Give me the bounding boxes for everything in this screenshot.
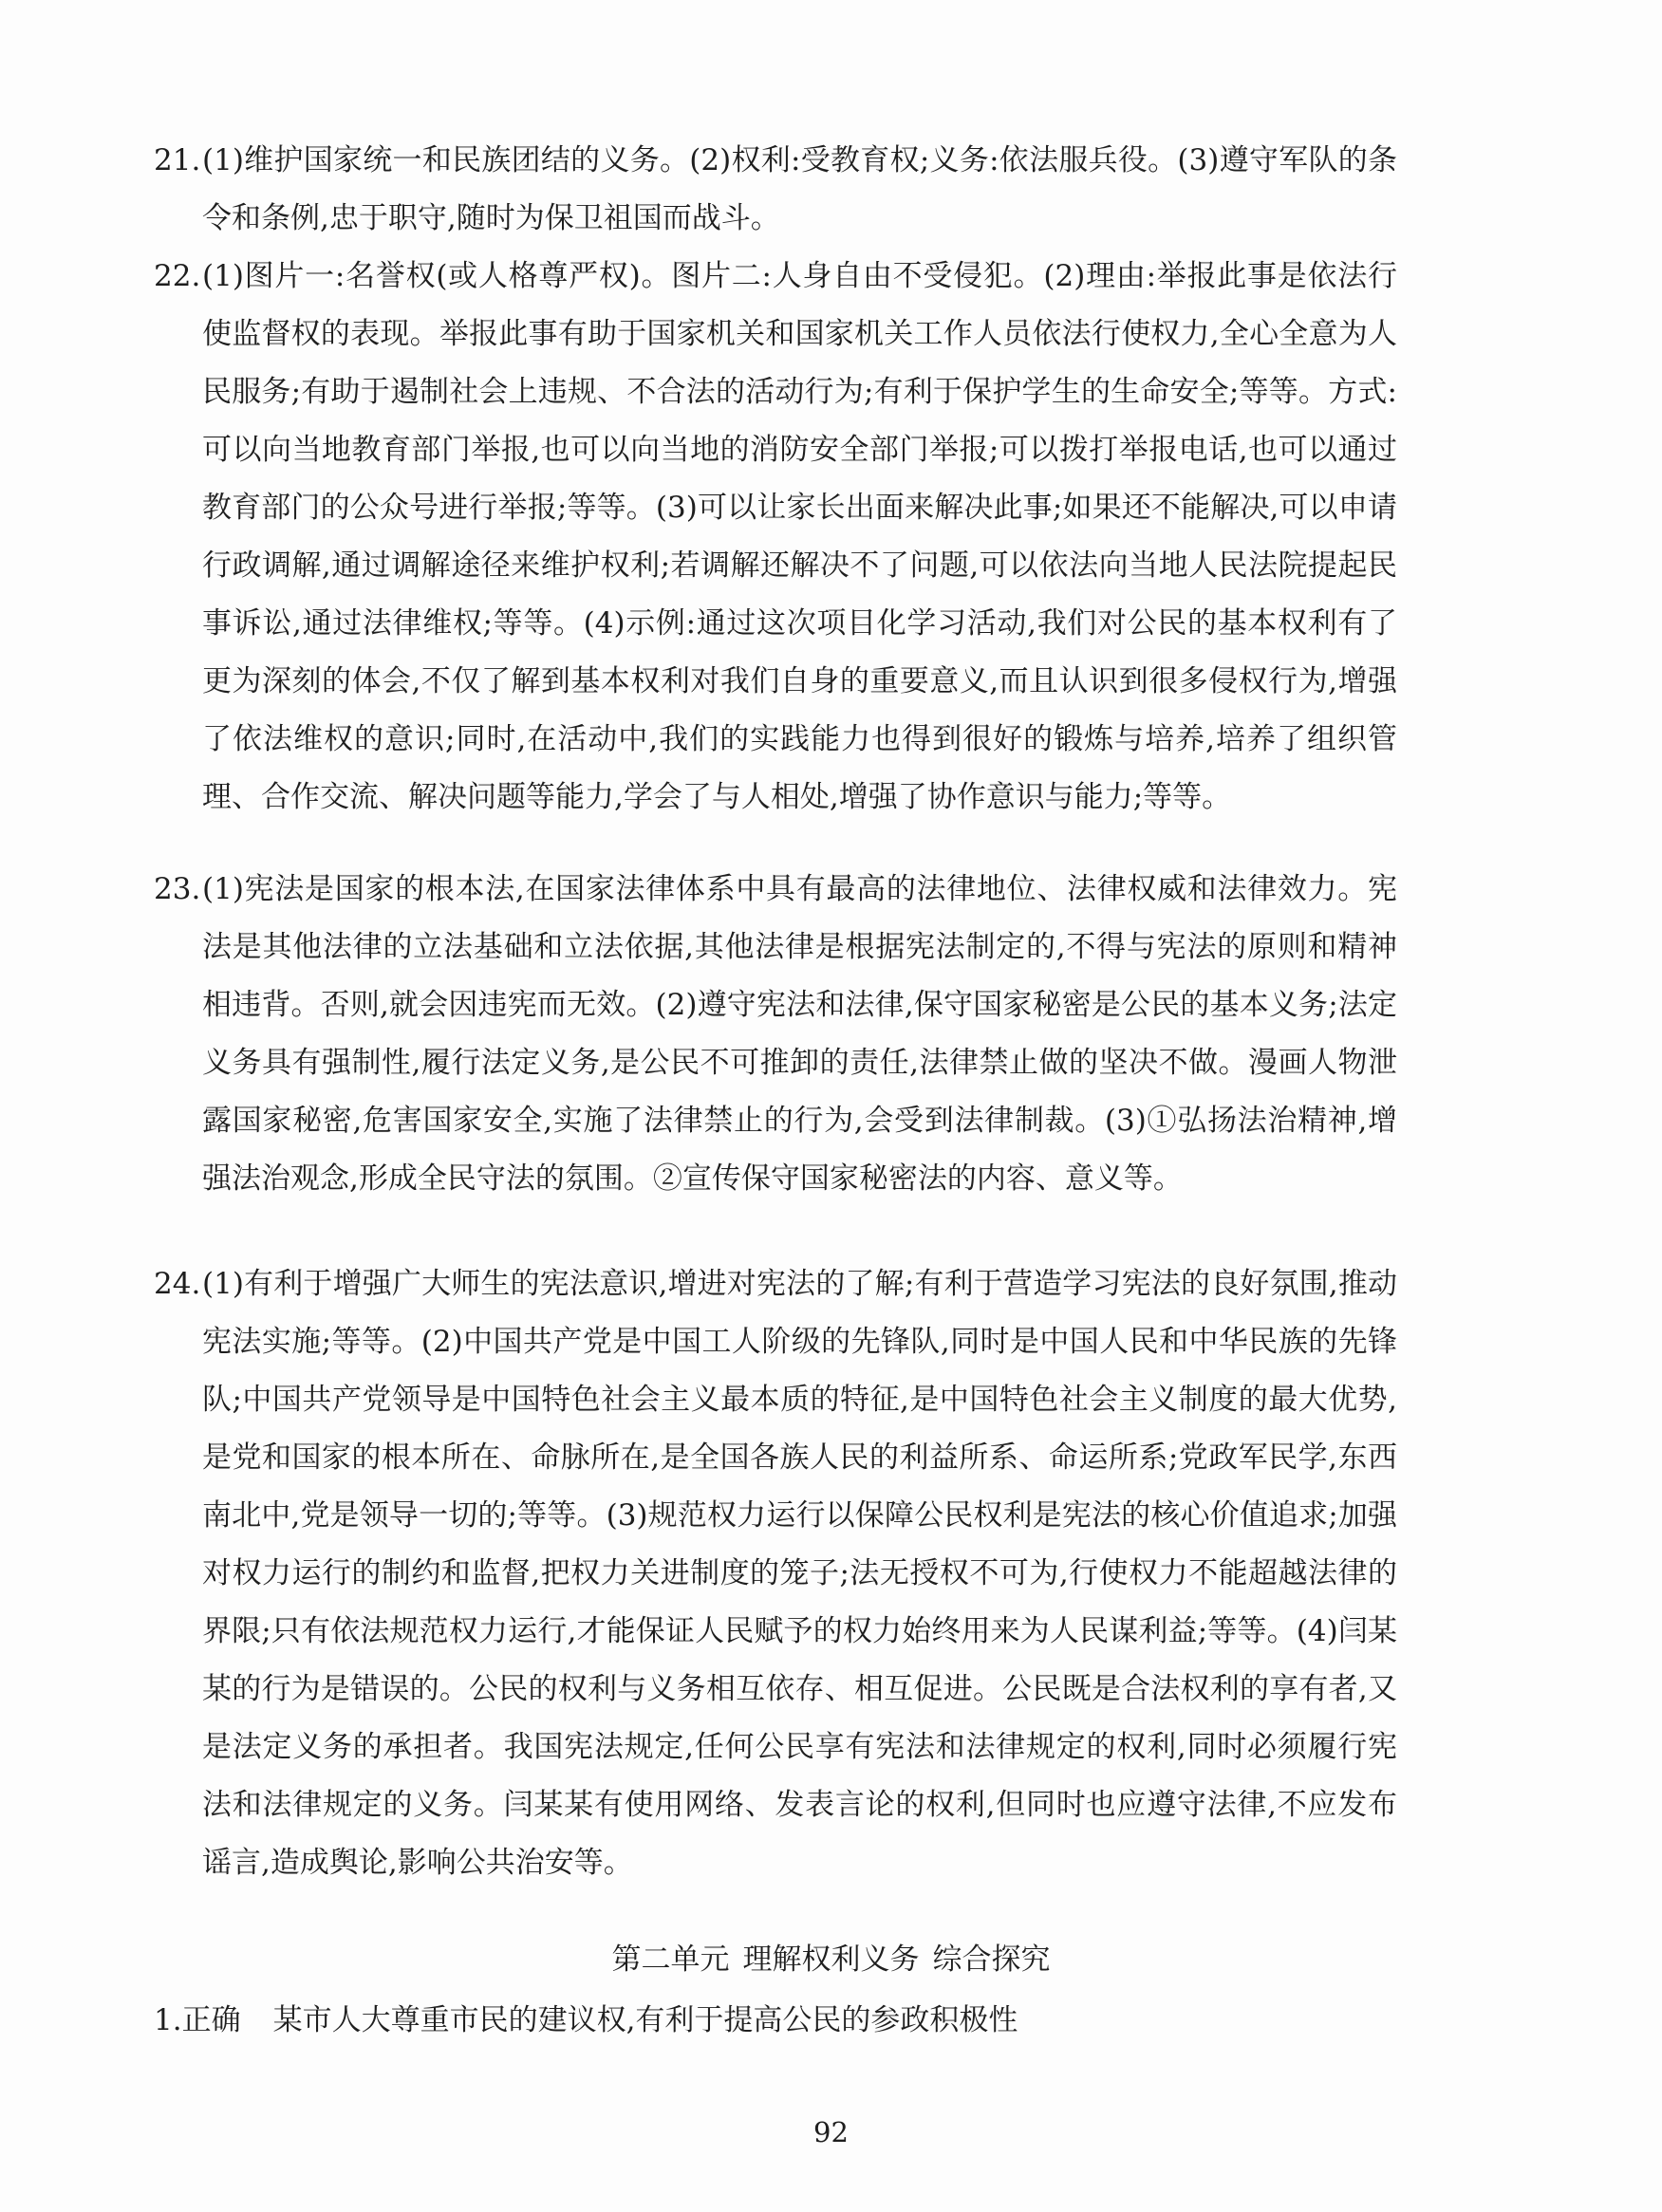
page-number: 92 — [813, 2116, 849, 2148]
answer-number: 21. — [154, 143, 201, 177]
answer-text: (1)维护国家统一和民族团结的义务。(2)权利:受教育权;义务:依法服兵役。(3)遵守军队的条令和条例,忠于职守,随时为保卫祖国而战斗。 — [202, 143, 1397, 235]
answer-24 — [154, 1255, 1397, 1892]
answer-text: (1)宪法是国家的根本法,在国家法律体系中具有最高的法律地位、法律权威和法律效力。宪法是其他法律的立法基础和立法依据,其他法律是根据宪法制定的,不得与宪法的原则和精神相违背。否则,就会因违宪而无效。(2)遵守宪法和法律,保守国家秘密是公民的基本义务;法定义务具有强制性,履行法定义务,是公民不可推卸的责任,法律禁止做的坚决不做。漫画人物泄露国家秘密,危害国家安全,实施了法律禁止的行为,会受到法律制裁。(3)①弘扬法治精神,增强法治观念,形成全民守法的氛围。②宣传保守国家秘密法的内容、意义等。 — [202, 872, 1397, 1196]
judgment-item-1 — [154, 1997, 1018, 2044]
answer-21 — [154, 132, 1397, 248]
section-subtitle: 综合探究 — [932, 1942, 1051, 1977]
section-heading — [0, 1936, 1662, 1983]
section-unit: 第二单元 — [611, 1942, 730, 1977]
answer-text: (1)有利于增强广大师生的宪法意识,增进对宪法的了解;有利于营造学习宪法的良好氛围,推动宪法实施;等等。(2)中国共产党是中国工人阶级的先锋队,同时是中国人民和中华民族的先锋队;中国共产党领导是中国特色社会主义最本质的特征,是中国特色社会主义制度的最大优势,是党和国家的根本所在、命脉所在,是全国各族人民的利益所系、命运所系;党政军民学,东西南北中,党是领导一切的;等等。(3)规范权力运行以保障公民权利是宪法的核心价值追求;加强对权力运行的制约和监督,把权力关进制度的笼子;法无授权不可为,行使权力不能超越法律的界限;只有依法规范权力运行,才能保证人民赋予的权力始终用来为人民谋利益;等等。(4)闫某某的行为是错误的。公民的权利与义务相互依存、相互促进。公民既是合法权利的享有者,又是法定义务的承担者。我国宪法规定,任何公民享有宪法和法律规定的权利,同时必须履行宪法和法律规定的义务。闫某某有使用网络、发表言论的权利,但同时也应遵守法律,不应发布谣言,造成舆论,影响公共治安等。 — [202, 1267, 1397, 1880]
item-number: 1. — [154, 2003, 182, 2037]
answer-22 — [154, 248, 1397, 827]
answer-number: 23. — [154, 872, 201, 906]
item-verdict: 正确 — [181, 2003, 241, 2037]
answer-number: 22. — [154, 259, 201, 293]
answer-number: 24. — [154, 1267, 201, 1301]
item-text: 某市人大尊重市民的建议权,有利于提高公民的参政积极性 — [272, 2003, 1018, 2037]
answer-text: (1)图片一:名誉权(或人格尊严权)。图片二:人身自由不受侵犯。(2)理由:举报此事是依法行使监督权的表现。举报此事有助于国家机关和国家机关工作人员依法行使权力,全心全意为人民服务;有助于遏制社会上违规、不合法的活动行为;有利于保护学生的生命安全;等等。方式:可以向当地教育部门举报,也可以向当地的消防安全部门举报;可以拨打举报电话,也可以通过教育部门的公众号进行举报;等等。(3)可以让家长出面来解决此事;如果还不能解决,可以申请行政调解,通过调解途径来维护权利;若调解还解决不了问题,可以依法向当地人民法院提起民事诉讼,通过法律维权;等等。(4)示例:通过这次项目化学习活动,我们对公民的基本权利有了更为深刻的体会,不仅了解到基本权利对我们自身的重要意义,而且认识到很多侵权行为,增强了依法维权的意识;同时,在活动中,我们的实践能力也得到很好的锻炼与培养,培养了组织管理、合作交流、解决问题等能力,学会了与人相处,增强了协作意识与能力;等等。 — [202, 259, 1397, 814]
section-title: 理解权利义务 — [742, 1942, 920, 1977]
answer-23 — [154, 861, 1397, 1208]
